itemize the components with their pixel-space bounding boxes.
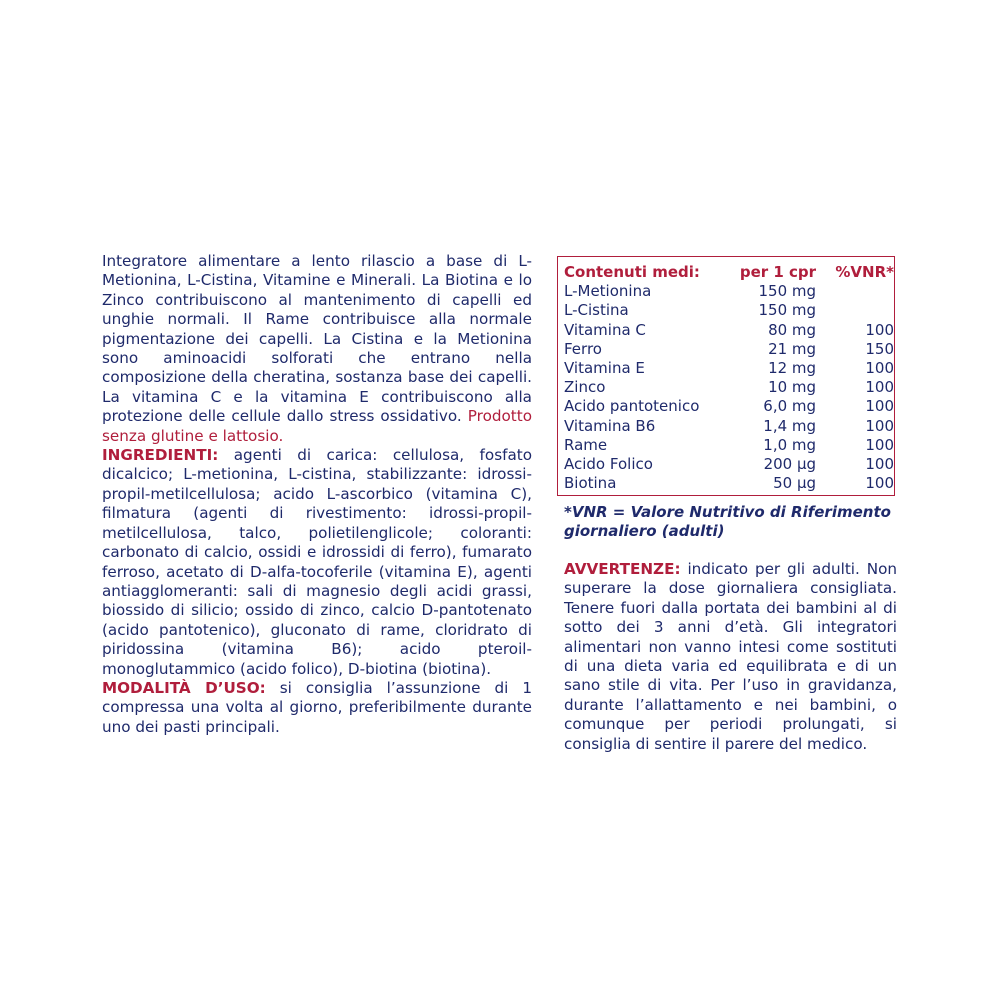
table-row (564, 397, 894, 416)
nutrient-vnr: 150 (865, 339, 894, 358)
warnings-heading: AVVERTENZE: (564, 560, 681, 578)
nutrient-dose: 50 µg (773, 474, 817, 493)
warnings-paragraph (564, 560, 897, 754)
nutrient-name: Ferro (564, 339, 602, 358)
nutrient-dose: 1,0 mg (763, 435, 817, 454)
nutrient-dose: 21 mg (768, 339, 817, 358)
nutrient-vnr: 100 (865, 435, 894, 454)
left-column (102, 252, 532, 737)
nutrient-vnr (816, 301, 894, 320)
table-row (564, 301, 894, 320)
nutrient-dose: 150 mg (758, 301, 817, 320)
table-row (564, 474, 894, 493)
nutrient-dose: 1,4 mg (763, 416, 817, 435)
table-header-row (564, 263, 894, 282)
header-per-tablet: per 1 cpr (739, 263, 817, 281)
nutrient-name: L-Metionina (564, 282, 652, 301)
warnings-block (564, 560, 897, 754)
nutrition-table-box (557, 256, 895, 496)
nutrient-dose: 12 mg (768, 359, 817, 378)
usage-text: si consiglia l’assunzione di 1 compressa una volta al giorno, preferibilmente durante uno dei pasti principali. (102, 678, 533, 736)
nutrient-dose: 6,0 mg (763, 397, 817, 416)
nutrient-name: Vitamina C (564, 320, 646, 339)
table-row (564, 321, 894, 340)
nutrient-dose: 150 mg (758, 282, 817, 301)
vnr-footnote: *VNR = Valore Nutritivo di Riferimento giornaliero (adulti) (564, 503, 891, 540)
nutrient-vnr: 100 (865, 378, 894, 397)
nutrient-name: Rame (564, 435, 608, 454)
table-row (564, 359, 894, 378)
nutrient-dose: 10 mg (768, 378, 817, 397)
nutrition-table (564, 263, 894, 493)
nutrient-vnr: 100 (865, 474, 894, 493)
nutrient-name: Vitamina B6 (564, 416, 656, 435)
nutrient-vnr: 100 (865, 397, 894, 416)
table-row (564, 282, 894, 301)
nutrient-name: Biotina (564, 474, 617, 493)
nutrient-name: Vitamina E (564, 359, 645, 378)
nutrient-dose: 80 mg (768, 320, 817, 339)
warnings-text: indicato per gli adulti. Non superare la dose giornaliera consigliata. Tenere fuori dalla portata dei bambini al di sotto dei 3 anni d’età. Gli integratori alimentari non vanno intesi come sostituti di una dieta varia ed equilibrata e di un sano stile di vita. Per l’uso in gravidanza, durante l’allattamento e nei bambini, o comunque per periodi prolungati, si consiglia di sentire il parere del medico. (564, 560, 898, 753)
nutrient-name: L-Cistina (564, 301, 629, 320)
intro-text: Integratore alimentare a lento rilascio a base di L-Metionina, L-Cistina, Vitamine e Minerali. La Biotina e lo Zinco contribuiscono al mantenimento di capelli ed unghie normali. Il Rame contribuisce alla normale pigmentazione dei capelli. La Cistina e la Metionina sono aminoacidi solforati che entrano nella composizione della cheratina, sostanza base dei capelli. La vitamina C e la vitamina E contribuiscono alla protezione delle cellule dallo stress ossidativo. (102, 252, 532, 426)
table-row (564, 455, 894, 474)
nutrient-vnr: 100 (865, 416, 894, 435)
header-vnr: %VNR* (835, 263, 894, 281)
header-contents: Contenuti medi: (564, 263, 700, 281)
nutrient-vnr: 100 (865, 359, 894, 378)
table-row (564, 340, 894, 359)
nutrient-name: Zinco (564, 378, 606, 397)
ingredients-paragraph (102, 446, 532, 679)
table-row (564, 378, 894, 397)
nutrient-vnr: 100 (865, 320, 894, 339)
nutrient-name: Acido pantotenico (564, 397, 700, 416)
ingredients-text: agenti di carica: cellulosa, fosfato dicalcico; L-metionina, L-cistina, stabilizzante: idrossi-propil-metilcellulosa; acido L-ascorbico (vitamina C), filmatura (agenti di rivestimento: idrossi-propil-metilcellulosa, talco, polietilenglicole; coloranti: carbonato di calcio, ossidi e idrossidi di ferro), fumarato ferroso, acetato di D-alfa-tocoferile (vitamina E), agenti antiagglomeranti: sali di magnesio degli acidi grassi, biossido di silicio; ossido di zinco, calcio D-pantotenato (acido pantotenico), gluconato di rame, cloridrato di piridossina (vitamina B6); acido pteroil-monoglutammico (acido folico), D-biotina (biotina). (102, 446, 533, 678)
usage-heading: MODALITÀ D’USO: (102, 678, 266, 697)
nutrient-vnr: 100 (865, 455, 894, 474)
usage-paragraph (102, 679, 532, 737)
nutrient-name: Acido Folico (564, 455, 653, 474)
gluten-lactose-free-note: Prodotto senza glutine e lattosio. (102, 407, 533, 445)
ingredients-heading: INGREDIENTI: (102, 446, 219, 465)
intro-paragraph (102, 252, 532, 446)
nutrient-dose: 200 µg (763, 455, 817, 474)
nutrient-vnr (816, 282, 894, 301)
table-row (564, 417, 894, 436)
table-row (564, 436, 894, 455)
